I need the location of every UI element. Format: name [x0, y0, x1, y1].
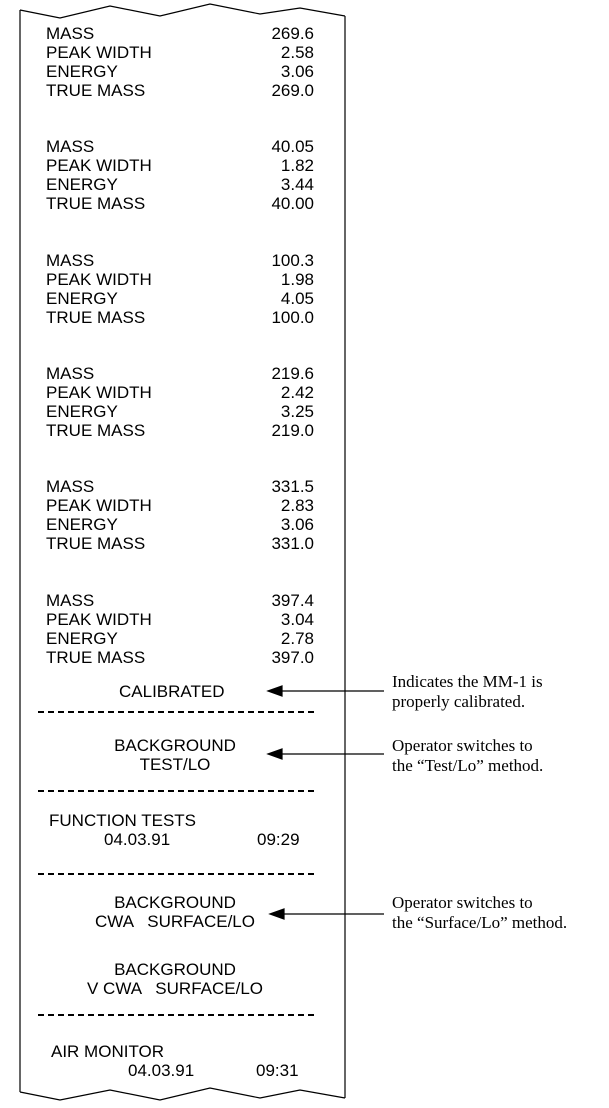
- true-mass-label: TRUE MASS: [46, 421, 146, 440]
- energy-value: 3.06: [280, 62, 314, 81]
- background-mode: TEST/LO: [139, 755, 211, 774]
- true-mass-label: TRUE MASS: [46, 81, 146, 100]
- background-heading: BACKGROUND: [114, 736, 236, 755]
- separator-line: [38, 790, 314, 792]
- true-mass-label: TRUE MASS: [46, 194, 146, 213]
- energy-value: 3.06: [280, 515, 314, 534]
- separator-line: [38, 873, 314, 875]
- mass-label: MASS: [46, 137, 95, 156]
- energy-label: ENERGY: [46, 515, 118, 534]
- function-tests-date: 04.03.91: [104, 830, 171, 849]
- mass-label: MASS: [46, 364, 95, 383]
- energy-label: ENERGY: [46, 629, 118, 648]
- mass-value: 269.6: [271, 24, 314, 43]
- peak-width-label: PEAK WIDTH: [46, 270, 152, 289]
- mass-value: 100.3: [271, 251, 314, 270]
- separator-line: [38, 1014, 314, 1016]
- peak-width-value: 1.82: [280, 156, 314, 175]
- true-mass-label: TRUE MASS: [46, 534, 146, 553]
- energy-label: ENERGY: [46, 289, 118, 308]
- mass-value: 40.05: [271, 137, 314, 156]
- true-mass-value: 100.0: [271, 308, 314, 327]
- note-surface-line1: Operator switches to: [392, 893, 533, 912]
- mass-value: 219.6: [271, 364, 314, 383]
- energy-label: ENERGY: [46, 62, 118, 81]
- peak-width-value: 2.42: [280, 383, 314, 402]
- mass-label: MASS: [46, 477, 95, 496]
- note-calibrated-line1: Indicates the MM-1 is: [392, 672, 543, 691]
- air-monitor-title: AIR MONITOR: [51, 1042, 165, 1061]
- mass-label: MASS: [46, 591, 95, 610]
- true-mass-value: 219.0: [271, 421, 314, 440]
- mass-label: MASS: [46, 24, 95, 43]
- true-mass-value: 331.0: [271, 534, 314, 553]
- background-mode: CWA SURFACE/LO: [95, 912, 255, 931]
- peak-width-label: PEAK WIDTH: [46, 156, 152, 175]
- energy-value: 4.05: [280, 289, 314, 308]
- peak-width-value: 3.04: [280, 610, 314, 629]
- background-heading: BACKGROUND: [114, 960, 236, 979]
- mass-value: 397.4: [271, 591, 314, 610]
- background-mode: V CWA SURFACE/LO: [86, 979, 264, 998]
- energy-value: 2.78: [280, 629, 314, 648]
- peak-width-label: PEAK WIDTH: [46, 383, 152, 402]
- true-mass-value: 269.0: [271, 81, 314, 100]
- energy-label: ENERGY: [46, 402, 118, 421]
- peak-width-label: PEAK WIDTH: [46, 610, 152, 629]
- note-surface-line2: the “Surface/Lo” method.: [392, 913, 568, 932]
- mass-value: 331.5: [271, 477, 314, 496]
- energy-value: 3.44: [280, 175, 314, 194]
- torn-edge-top: [20, 4, 345, 18]
- peak-width-label: PEAK WIDTH: [46, 496, 152, 515]
- function-tests-title: FUNCTION TESTS: [49, 811, 197, 830]
- mass-label: MASS: [46, 251, 95, 270]
- air-monitor-date: 04.03.91: [128, 1061, 195, 1080]
- energy-label: ENERGY: [46, 175, 118, 194]
- peak-width-label: PEAK WIDTH: [46, 43, 152, 62]
- background-heading: BACKGROUND: [114, 893, 236, 912]
- peak-width-value: 2.83: [280, 496, 314, 515]
- peak-width-value: 1.98: [280, 270, 314, 289]
- torn-edge-bottom: [20, 1088, 345, 1100]
- true-mass-value: 40.00: [271, 194, 314, 213]
- note-calibrated-line2: properly calibrated.: [392, 692, 526, 711]
- separator-line: [38, 711, 314, 713]
- peak-width-value: 2.58: [280, 43, 314, 62]
- true-mass-label: TRUE MASS: [46, 308, 146, 327]
- note-test-line1: Operator switches to: [392, 736, 533, 755]
- note-test-line2: the “Test/Lo” method.: [392, 756, 544, 775]
- function-tests-time: 09:29: [257, 830, 300, 849]
- air-monitor-time: 09:31: [256, 1061, 299, 1080]
- true-mass-label: TRUE MASS: [46, 648, 146, 667]
- arrow-calibrated: [268, 686, 384, 696]
- true-mass-value: 397.0: [271, 648, 314, 667]
- calibrated-status: CALIBRATED: [119, 682, 225, 701]
- energy-value: 3.25: [280, 402, 314, 421]
